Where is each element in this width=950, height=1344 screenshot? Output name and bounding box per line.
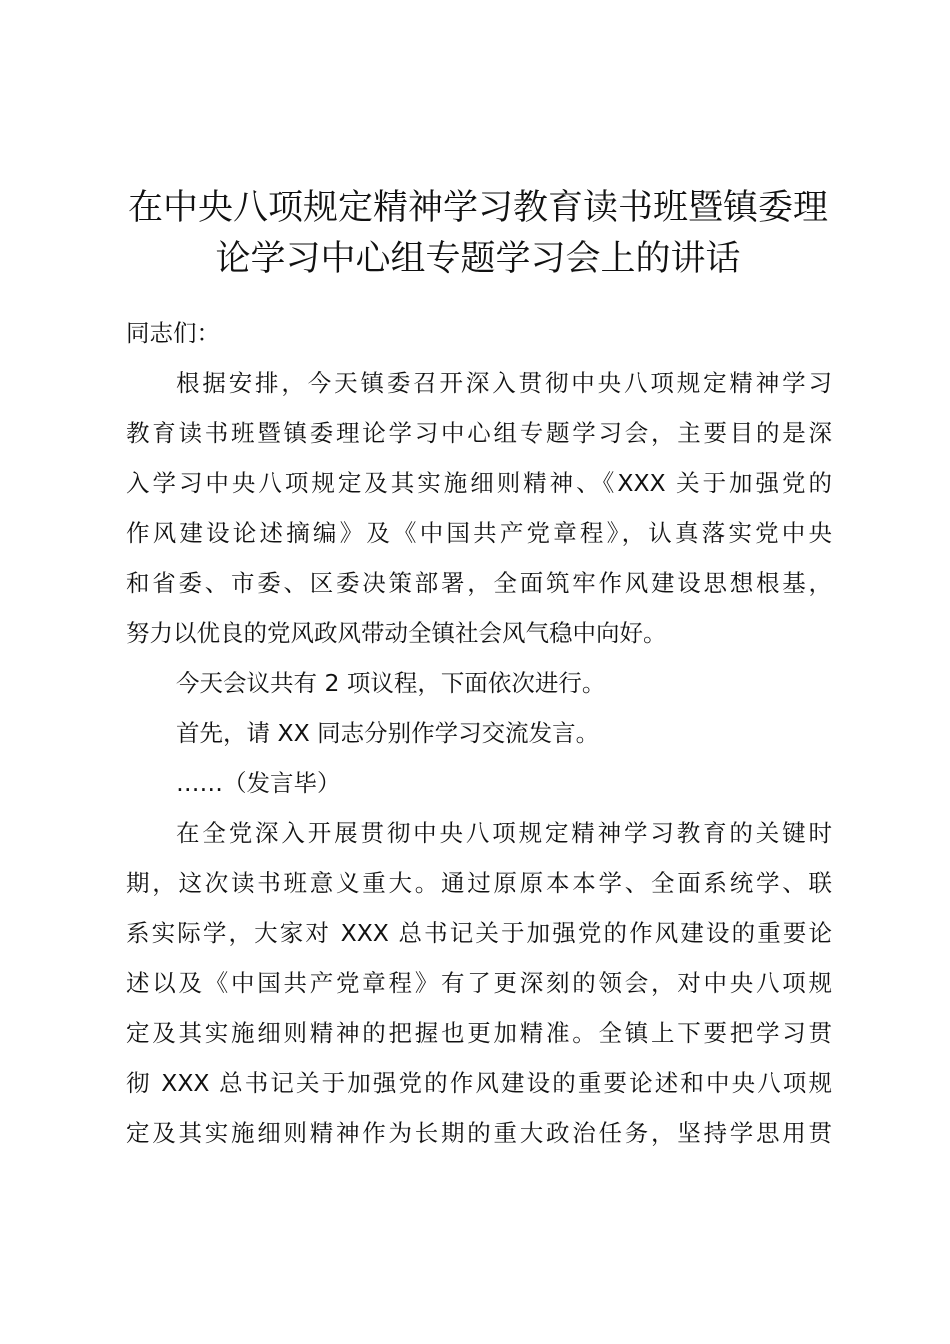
paragraph-line: ……（发言毕） — [176, 769, 341, 797]
paragraph-line: 期，这次读书班意义重大。通过原原本本学、全面系统学、联 — [126, 869, 832, 897]
paragraph-line: 作风建设论述摘编》及《中国共产党章程》，认真落实党中央 — [126, 519, 832, 547]
paragraph-line: 彻 XXX 总书记关于加强党的作风建设的重要论述和中央八项规 — [126, 1069, 832, 1097]
paragraph-line: 教育读书班暨镇委理论学习中心组专题学习会，主要目的是深 — [126, 419, 832, 447]
title-line-2: 论学习中心组专题学习会上的讲话 — [215, 239, 741, 279]
document-body — [126, 308, 832, 1158]
paragraph-line: 努力以优良的党风政风带动全镇社会风气稳中向好。 — [126, 619, 667, 647]
paragraph-line: 定及其实施细则精神的把握也更加精准。全镇上下要把学习贯 — [126, 1019, 832, 1047]
paragraph-line: 定及其实施细则精神作为长期的重大政治任务，坚持学思用贯 — [126, 1119, 832, 1147]
salutation: 同志们： — [126, 319, 220, 347]
paragraph-line: 今天会议共有 2 项议程，下面依次进行。 — [176, 669, 606, 697]
document-title — [120, 183, 836, 285]
paragraph-line: 首先，请 XX 同志分别作学习交流发言。 — [176, 719, 600, 747]
paragraph-line: 和省委、市委、区委决策部署，全面筑牢作风建设思想根基， — [126, 569, 832, 597]
title-line-1: 在中央八项规定精神学习教育读书班暨镇委理 — [127, 188, 828, 228]
paragraph-line: 系实际学，大家对 XXX 总书记关于加强党的作风建设的重要论 — [126, 919, 832, 947]
paragraph-line: 述以及《中国共产党章程》有了更深刻的领会，对中央八项规 — [126, 969, 832, 997]
paragraph-line: 在全党深入开展贯彻中央八项规定精神学习教育的关键时 — [176, 819, 832, 847]
paragraph-line: 入学习中央八项规定及其实施细则精神、《XXX 关于加强党的 — [126, 469, 832, 497]
paragraph-line: 根据安排，今天镇委召开深入贯彻中央八项规定精神学习 — [176, 369, 832, 397]
